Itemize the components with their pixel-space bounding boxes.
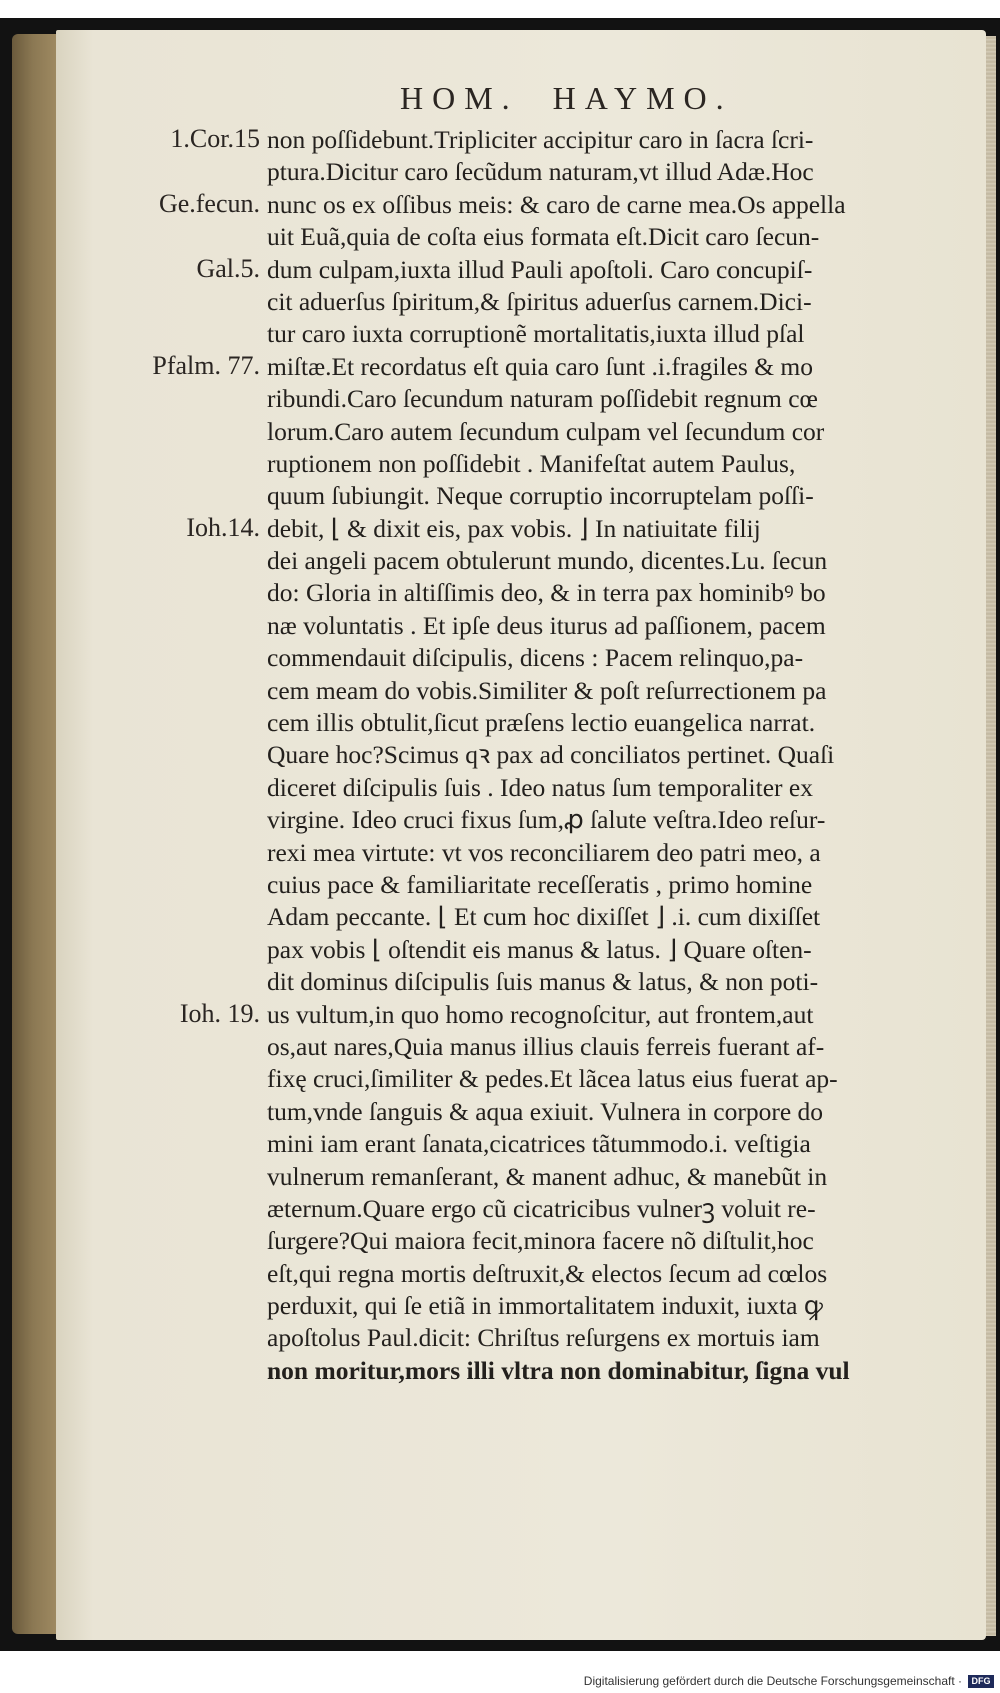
running-header bbox=[400, 80, 820, 124]
text-line: Adam peccante. ⌊ Et cum hoc dixiſſet ⌋ .i. cum dixiſſet bbox=[267, 902, 821, 932]
text-line: Quare hoc?Scimus qꝛ pax ad conciliatos pertinet. Quaſi bbox=[267, 740, 835, 770]
margin-note: Ge.fecun. bbox=[158, 188, 260, 218]
text-line: æternum.Quare ergo cũ cicatricibus vulnerꝫ voluit re- bbox=[267, 1193, 816, 1223]
text-line: cem illis obtulit,ſicut præſens lectio euangelica narrat. bbox=[267, 708, 816, 738]
text-line: ribundi.Caro ſecundum naturam poſſidebit regnum cœ bbox=[267, 384, 818, 414]
text-line: ruptionem non poſſidebit . Manifeſtat autem Paulus, bbox=[267, 448, 796, 478]
text-line: non moritur,mors illi vltra non dominabitur, ſigna vul bbox=[267, 1355, 850, 1385]
text-line: ſurgere?Qui maiora fecit,minora facere nõ diſtulit,hoc bbox=[267, 1226, 814, 1256]
header-left: HOM. bbox=[400, 80, 519, 116]
text-line: lorum.Caro autem ſecundum culpam vel ſecundum cor bbox=[267, 416, 825, 446]
header-right: HAYMO. bbox=[552, 80, 733, 116]
margin-note: Pfalm. 77. bbox=[152, 350, 260, 380]
text-line: dum culpam,iuxta illud Pauli apoſtoli. Caro concupiſ- bbox=[267, 254, 813, 284]
text-line: commendauit diſcipulis, dicens : Pacem relinquo,pa- bbox=[267, 643, 804, 673]
text-line: non poſſidebunt.Tripliciter accipitur caro in ſacra ſcri- bbox=[267, 125, 814, 154]
text-line: eſt,qui regna mortis deſtruxit,& electos ſecum ad cœlos bbox=[267, 1258, 828, 1288]
text-line: us vultum,in quo homo recognoſcitur, aut frontem,aut bbox=[267, 999, 814, 1029]
margin-note: 1.Cor.15 bbox=[170, 124, 260, 153]
text-line: dei angeli pacem obtulerunt mundo, dicentes.Lu. ſecun bbox=[267, 546, 828, 576]
dfg-logo: DFG bbox=[968, 1675, 994, 1688]
margin-note: Gal.5. bbox=[196, 253, 260, 283]
text-line: cit aduerſus ſpiritum,& ſpiritus aduerſus carnem.Dici- bbox=[267, 286, 812, 316]
footer-text: Digitalisierung gefördert durch die Deutsche Forschungsgemeinschaft · bbox=[583, 1674, 962, 1688]
text-line: tum,vnde ſanguis & aqua exiuit. Vulnera in corpore do bbox=[267, 1096, 824, 1126]
text-line: miſtæ.Et recordatus eſt quia caro ſunt .i.fragiles & mo bbox=[267, 351, 813, 381]
text-line: cem meam do vobis.Similiter & poſt reſurrectionem pa bbox=[267, 675, 827, 705]
text-line: tur caro iuxta corruptionẽ mortalitatis,iuxta illud pſal bbox=[267, 319, 805, 349]
text-line: perduxit, qui ſe etiã in immortalitatem induxit, iuxta ꝙ bbox=[267, 1291, 823, 1321]
text-line: rexi mea virtute: vt vos reconciliarem deo patri meo, a bbox=[267, 837, 821, 867]
text-line: fixę cruci,ſimiliter & pedes.Et lãcea latus eius fuerat ap- bbox=[267, 1064, 838, 1094]
text-line: nunc os ex oſſibus meis: & caro de carne mea.Os appella bbox=[267, 189, 846, 219]
text-line: vulnerum remanſerant, & manent adhuc, & manebũt in bbox=[267, 1161, 828, 1191]
footer bbox=[584, 1672, 994, 1690]
margin-note: Ioh.14. bbox=[186, 512, 260, 542]
text-line: diceret diſcipulis ſuis . Ideo natus ſum temporaliter ex bbox=[267, 772, 813, 802]
margin-note: Ioh. 19. bbox=[179, 998, 260, 1028]
text-line: uit Euã,quia de coſta eius formata eſt.Dicit caro ſecun- bbox=[267, 222, 820, 252]
body-text bbox=[267, 124, 979, 1387]
text-line: pax vobis ⌊ oſtendit eis manus & latus. ⌋ Quare oſten- bbox=[267, 934, 812, 964]
text-line: dit dominus diſcipulis ſuis manus & latus, & non poti- bbox=[267, 967, 819, 997]
text-line: cuius pace & familiaritate receſſeratis , primo homine bbox=[267, 869, 813, 899]
text-line: do: Gloria in altiſſimis deo, & in terra pax hominibꝰ bo bbox=[267, 578, 826, 608]
text-line: ptura.Dicitur caro ſecũdum naturam,vt illud Adæ.Hoc bbox=[267, 157, 814, 187]
text-line: apoſtolus Paul.dicit: Chriſtus reſurgens ex mortuis iam bbox=[267, 1323, 820, 1353]
text-line: quum ſubiungit. Neque corruptio incorruptelam poſſi- bbox=[267, 481, 814, 511]
text-line: os,aut nares,Quia manus illius clauis ferreis fuerant af- bbox=[267, 1031, 825, 1061]
text-line: næ voluntatis . Et ipſe deus iturus ad paſſionem, pacem bbox=[267, 610, 826, 640]
page-fore-edge bbox=[986, 36, 996, 1636]
text-line: debit, ⌊ & dixit eis, pax vobis. ⌋ In natiuitate filij bbox=[267, 513, 761, 543]
text-line: virgine. Ideo cruci fixus ſum,ꝓ ſalute veſtra.Ideo reſur- bbox=[267, 805, 826, 835]
text-line: mini iam erant ſanata,cicatrices tãtummodo.i. veſtigia bbox=[267, 1129, 811, 1159]
